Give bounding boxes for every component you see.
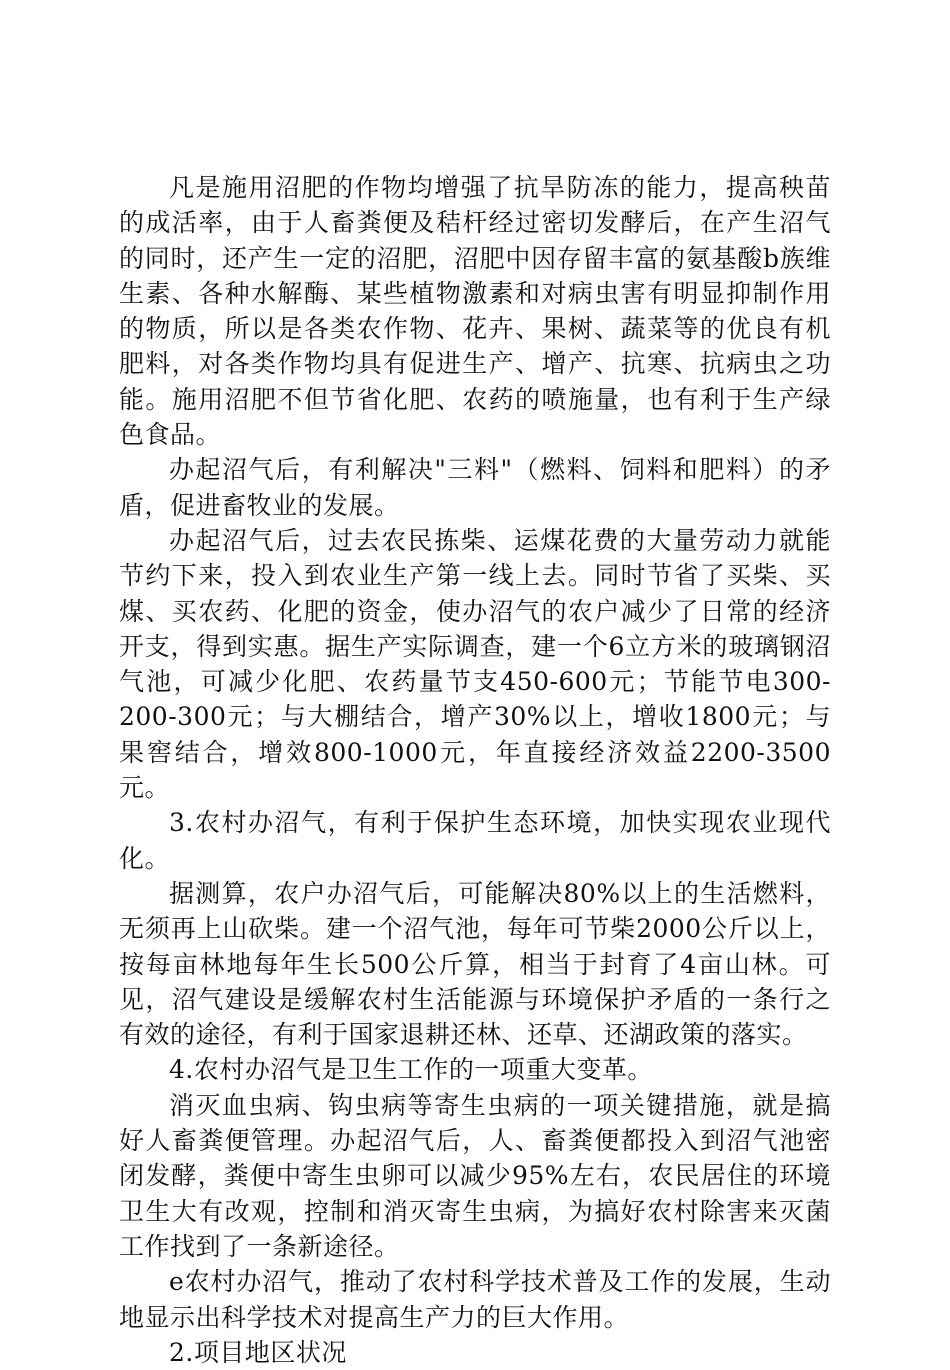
paragraph-fuel-savings: 据测算，农户办沼气后，可能解决80%以上的生活燃料，无须再上山砍柴。建一个沼气池，每年可节柴2000公斤以上，按每亩林地每年生长500公斤算，相当于封育了4亩山林。可见，沼气建设是缓解农村生活能源与环境保护矛盾的一条行之有效的途径，有利于国家退耕还林、还草、还湖政策的落实。 [119, 878, 831, 1050]
paragraph-heading-project-area: 2.项目地区状况 [169, 1337, 347, 1367]
paragraph-economic-benefit: 办起沼气后，过去农民拣柴、运煤花费的大量劳动力就能节约下来，投入到农业生产第一线上去。同时节省了买柴、买煤、买农药、化肥的资金，使办沼气的农户减少了日常的经济开支，得到实惠。据生产实际调查，建一个6立方米的玻璃钢沼气池，可减少化肥、农药量节支450-600元；节能节电300-200-300元；与大棚结合，增产30%以上，增收1800元；与果窖结合，增效800-1000元，年直接经济效益2200-3500元。 [119, 525, 831, 803]
paragraph-three-materials: 办起沼气后，有利解决"三料"（燃料、饲料和肥料）的矛盾，促进畜牧业的发展。 [119, 455, 831, 520]
paragraph-science-promotion: e农村办沼气，推动了农村科学技术普及工作的发展，生动地显示出科学技术对提高生产力的巨大作用。 [119, 1267, 831, 1332]
paragraph-heading-sanitation: 4.农村办沼气是卫生工作的一项重大变革。 [169, 1055, 653, 1085]
document-body [119, 170, 831, 1370]
paragraph-heading-ecology: 3.农村办沼气，有利于保护生态环境，加快实现农业现代化。 [119, 808, 831, 873]
paragraph-parasite-control: 消灭血虫病、钩虫病等寄生虫病的一项关键措施，就是搞好人畜粪便管理。办起沼气后，人、畜粪便都投入到沼气池密闭发酵，粪便中寄生虫卵可以减少95%左右，农民居住的环境卫生大有改观，控制和消灭寄生虫病，为搞好农村除害来灭菌工作找到了一条新途径。 [119, 1090, 831, 1261]
paragraph-biogas-fertilizer: 凡是施用沼肥的作物均增强了抗旱防冻的能力，提高秧苗的成活率，由于人畜粪便及秸杆经过密切发酵后，在产生沼气的同时，还产生一定的沼肥，沼肥中因存留丰富的氨基酸b族维生素、各种水解酶、某些植物激素和对病虫害有明显抑制作用的物质，所以是各类农作物、花卉、果树、蔬菜等的优良有机肥料，对各类作物均具有促进生产、增产、抗寒、抗病虫之功能。施用沼肥不但节省化肥、农药的喷施量，也有利于生产绿色食品。 [119, 173, 831, 450]
